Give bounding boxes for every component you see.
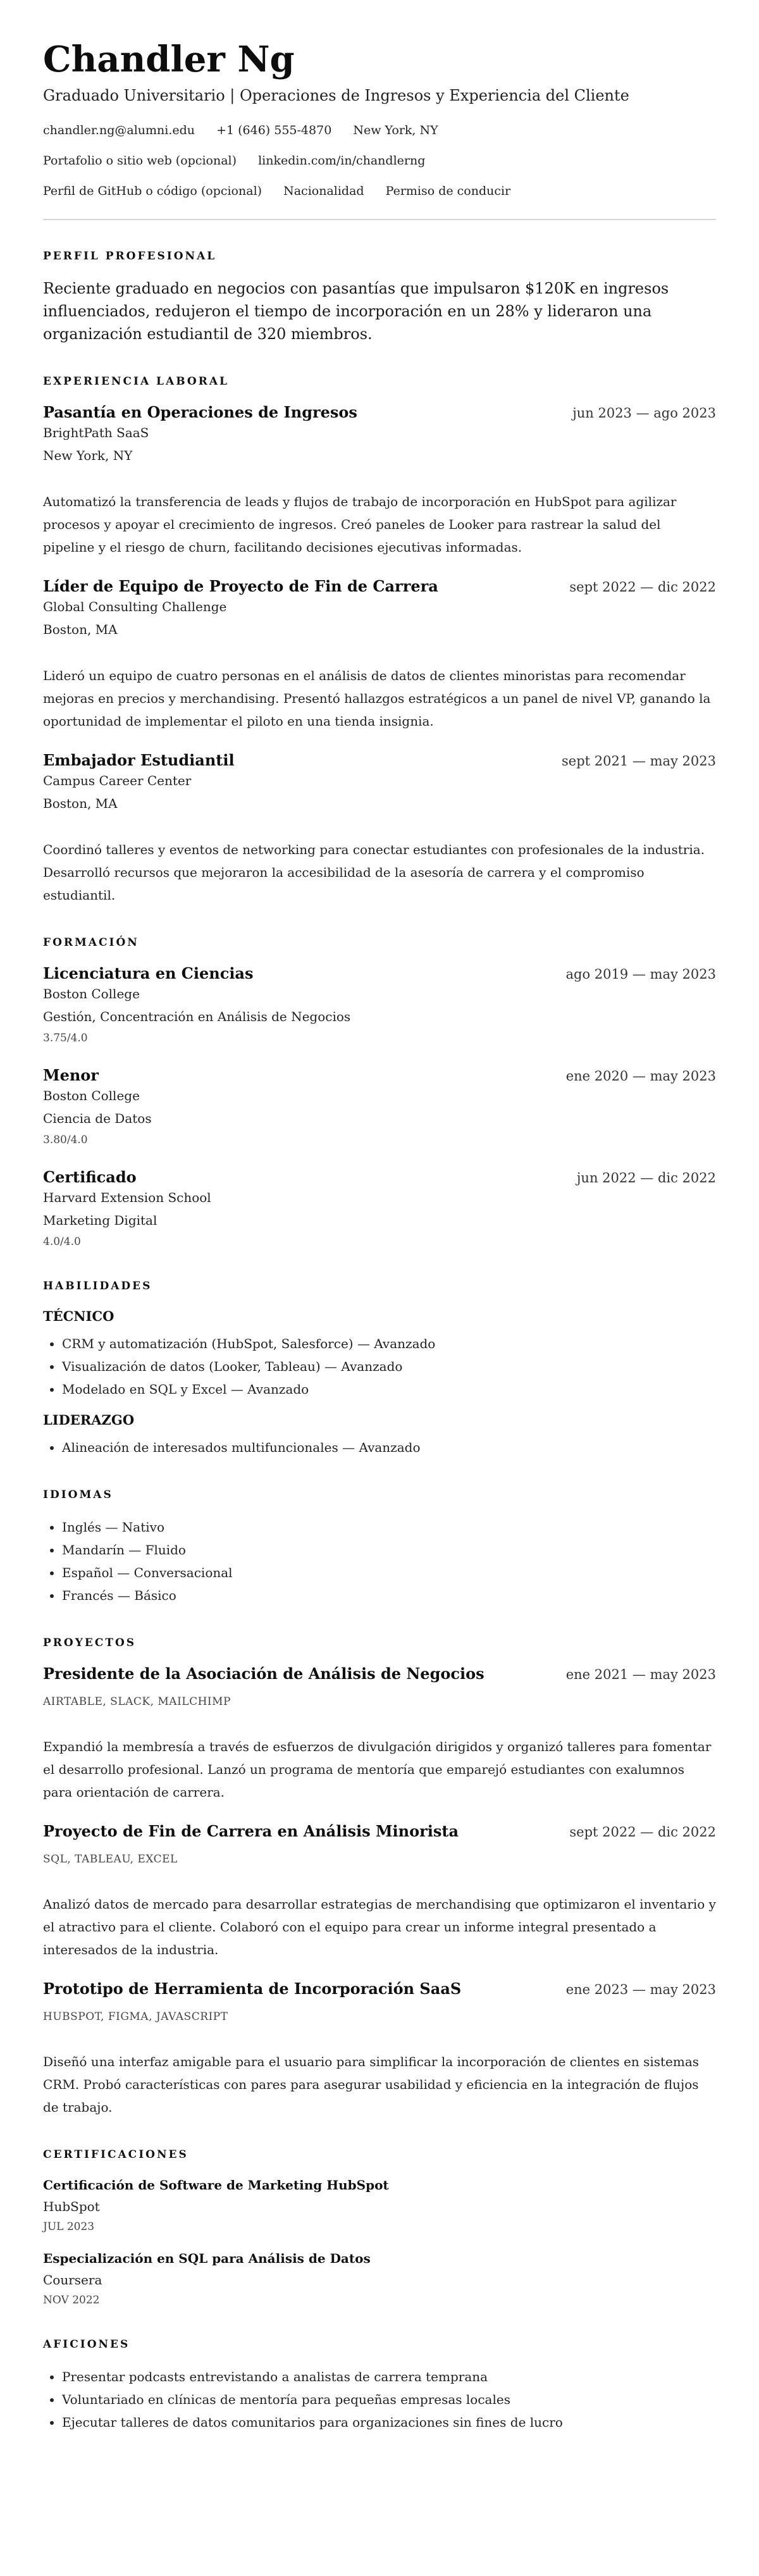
hobbies-section (43, 2338, 716, 2434)
gpa: 3.80/4.0 (43, 1134, 88, 1146)
certification-date: NOV 2022 (43, 2294, 100, 2307)
email-link[interactable]: chandler.ng@alumni.edu (43, 123, 195, 137)
hobby-item: • Ejecutar talleres de datos comunitarios para organizaciones sin fines de lucro (62, 2411, 716, 2434)
project-dates: sept 2022 — dic 2022 (569, 1824, 716, 1840)
section-title: EXPERIENCIA LABORAL (43, 375, 229, 388)
job-location: Boston, MA (43, 796, 118, 811)
section-title: FORMACIÓN (43, 936, 139, 949)
project-entry (43, 1979, 716, 2119)
job-description: Lideró un equipo de cuatro personas en el análisis de datos de clientes minoristas para recomendar mejoras en precios y merchandising. Presentó hallazgos estratégicos a un panel de nivel VP, ganando la oportunidad de implementar el piloto en una tienda insignia. (43, 668, 711, 729)
gpa: 4.0/4.0 (43, 1235, 81, 1248)
degree-dates: ene 2020 — may 2023 (565, 1068, 716, 1084)
project-dates: ene 2023 — may 2023 (565, 1982, 716, 1997)
job-dates: sept 2021 — may 2023 (562, 753, 716, 769)
school-name: Harvard Extension School (43, 1190, 211, 1205)
language-list (43, 1516, 716, 1607)
certification-name: Certificación de Software de Marketing HubSpot (43, 2177, 389, 2193)
job-title: Pasantía en Operaciones de Ingresos (43, 403, 357, 421)
drivers-license: Permiso de conducir (385, 184, 511, 198)
hobby-item: • Presentar podcasts entrevistando a analistas de carrera temprana (62, 2365, 716, 2388)
education-entry (43, 1167, 716, 1250)
study-field: Marketing Digital (43, 1213, 157, 1228)
language-item: • Inglés — Nativo (62, 1516, 716, 1539)
degree-title: Licenciatura en Ciencias (43, 964, 254, 982)
skill-group-title: LIDERAZGO (43, 1412, 135, 1428)
skill-list (43, 1436, 716, 1459)
project-description: Diseñó una interfaz amigable para el usuario para simplificar la incorporación de clientes en sistemas CRM. Probó características con pares para asegurar usabilidad y eficiencia en la integración de flujos de trabajo. (43, 2054, 700, 2115)
job-title: Embajador Estudiantil (43, 751, 235, 769)
nationality: Nacionalidad (283, 184, 364, 198)
certification-issuer: HubSpot (43, 2199, 100, 2214)
section-title: PERFIL PROFESIONAL (43, 250, 217, 263)
education-entry (43, 963, 716, 1046)
experience-section (43, 375, 716, 907)
certification-entry (43, 2249, 716, 2308)
study-field: Gestión, Concentración en Análisis de Negocios (43, 1009, 351, 1024)
project-dates: ene 2021 — may 2023 (565, 1667, 716, 1682)
job-description: Coordinó talleres y eventos de networking para conectar estudiantes con profesionales de la industria. Desarrolló recursos que mejoraron la accesibilidad de la asesoría de carrera y el compromiso estudiantil. (43, 842, 705, 903)
job-location: New York, NY (43, 448, 133, 463)
project-tech: HUBSPOT, FIGMA, JAVASCRIPT (43, 2010, 228, 2023)
portfolio-link[interactable]: Portafolio o sitio web (opcional) (43, 154, 237, 168)
job-company: BrightPath SaaS (43, 425, 149, 440)
section-title: HABILIDADES (43, 1280, 152, 1292)
certification-name: Especialización en SQL para Análisis de Datos (43, 2251, 371, 2266)
phone-number[interactable]: +1 (646) 555-4870 (216, 123, 332, 137)
contact-row-primary (43, 121, 716, 139)
job-description: Automatizó la transferencia de leads y flujos de trabajo de incorporación en HubSpot para agilizar procesos y apoyar el crecimiento de ingresos. Creó paneles de Looker para rastrear la salud del pipeline y el riesgo de churn, facilitando decisiones ejecutivas informadas. (43, 494, 677, 555)
job-dates: jun 2023 — ago 2023 (572, 406, 716, 421)
header-divider (43, 219, 716, 220)
skill-item: • Modelado en SQL y Excel — Avanzado (62, 1378, 716, 1401)
project-tech: SQL, TABLEAU, EXCEL (43, 1853, 178, 1866)
hobby-list (43, 2365, 716, 2434)
section-title: AFICIONES (43, 2338, 130, 2351)
degree-dates: ago 2019 — may 2023 (565, 967, 716, 982)
degree-title: Certificado (43, 1168, 137, 1186)
language-item: • Español — Conversacional (62, 1561, 716, 1584)
language-item: • Mandarín — Fluido (62, 1539, 716, 1561)
job-title: Líder de Equipo de Proyecto de Fin de Carrera (43, 577, 438, 595)
experience-entry (43, 402, 716, 559)
resume-header (43, 37, 716, 200)
gpa: 3.75/4.0 (43, 1032, 88, 1044)
section-title: PROYECTOS (43, 1637, 137, 1649)
certification-entry (43, 2176, 716, 2235)
linkedin-link[interactable]: linkedin.com/in/chandlerng (258, 154, 426, 168)
skill-item: • Alineación de interesados multifuncionales — Avanzado (62, 1436, 716, 1459)
language-item: • Francés — Básico (62, 1584, 716, 1607)
skill-group-title: TÉCNICO (43, 1308, 114, 1324)
certification-date: JUL 2023 (43, 2220, 95, 2233)
school-name: Boston College (43, 986, 140, 1001)
study-field: Ciencia de Datos (43, 1111, 152, 1126)
project-name: Prototipo de Herramienta de Incorporación SaaS (43, 1979, 462, 1998)
project-tech: AIRTABLE, SLACK, MAILCHIMP (43, 1695, 231, 1708)
certification-issuer: Coursera (43, 2272, 102, 2288)
project-name: Proyecto de Fin de Carrera en Análisis Minorista (43, 1822, 459, 1840)
job-location: Boston, MA (43, 622, 118, 637)
hobby-item: • Voluntariado en clínicas de mentoría para pequeñas empresas locales (62, 2388, 716, 2411)
candidate-headline: Graduado Universitario | Operaciones de Ingresos y Experiencia del Cliente (43, 87, 629, 104)
contact-row-extra (43, 182, 716, 200)
languages-section (43, 1488, 716, 1607)
project-name: Presidente de la Asociación de Análisis de Negocios (43, 1664, 484, 1683)
candidate-name: Chandler Ng (43, 39, 295, 80)
skill-item: • CRM y automatización (HubSpot, Salesforce) — Avanzado (62, 1332, 716, 1355)
job-company: Global Consulting Challenge (43, 599, 227, 614)
contact-row-links (43, 152, 716, 170)
projects-section (43, 1636, 716, 2119)
project-description: Analizó datos de mercado para desarrollar estrategias de merchandising que optimizaron el inventario y el atractivo para el cliente. Colaboró con el equipo para crear un informe integral presentado a interesados de la industria. (43, 1897, 716, 1957)
project-description: Expandió la membresía a través de esfuerzos de divulgación dirigidos y organizó talleres para fomentar el desarrollo profesional. Lanzó un programa de mentoría que emparejó estudiantes con exalumnos para orientación de carrera. (43, 1739, 712, 1800)
experience-entry (43, 576, 716, 733)
certifications-section (43, 2148, 716, 2308)
summary-text: Reciente graduado en negocios con pasantías que impulsaron $120K en ingresos influenciados, redujeron el tiempo de incorporación en un 28% y lideraron una organización estudiantil de 320 miembros. (43, 280, 669, 343)
summary-section (43, 249, 716, 345)
skill-item: • Visualización de datos (Looker, Tableau) — Avanzado (62, 1355, 716, 1378)
github-link[interactable]: Perfil de GitHub o código (opcional) (43, 184, 262, 198)
section-title: CERTIFICACIONES (43, 2148, 188, 2161)
education-section (43, 936, 716, 1250)
job-dates: sept 2022 — dic 2022 (569, 579, 716, 595)
degree-title: Menor (43, 1066, 99, 1084)
school-name: Boston College (43, 1088, 140, 1103)
experience-entry (43, 750, 716, 907)
job-company: Campus Career Center (43, 773, 192, 788)
skill-list (43, 1332, 716, 1401)
skills-section (43, 1279, 716, 1459)
project-entry (43, 1821, 716, 1961)
education-entry (43, 1065, 716, 1148)
section-title: IDIOMAS (43, 1489, 113, 1501)
location: New York, NY (353, 123, 438, 137)
degree-dates: jun 2022 — dic 2022 (576, 1170, 716, 1186)
project-entry (43, 1664, 716, 1804)
